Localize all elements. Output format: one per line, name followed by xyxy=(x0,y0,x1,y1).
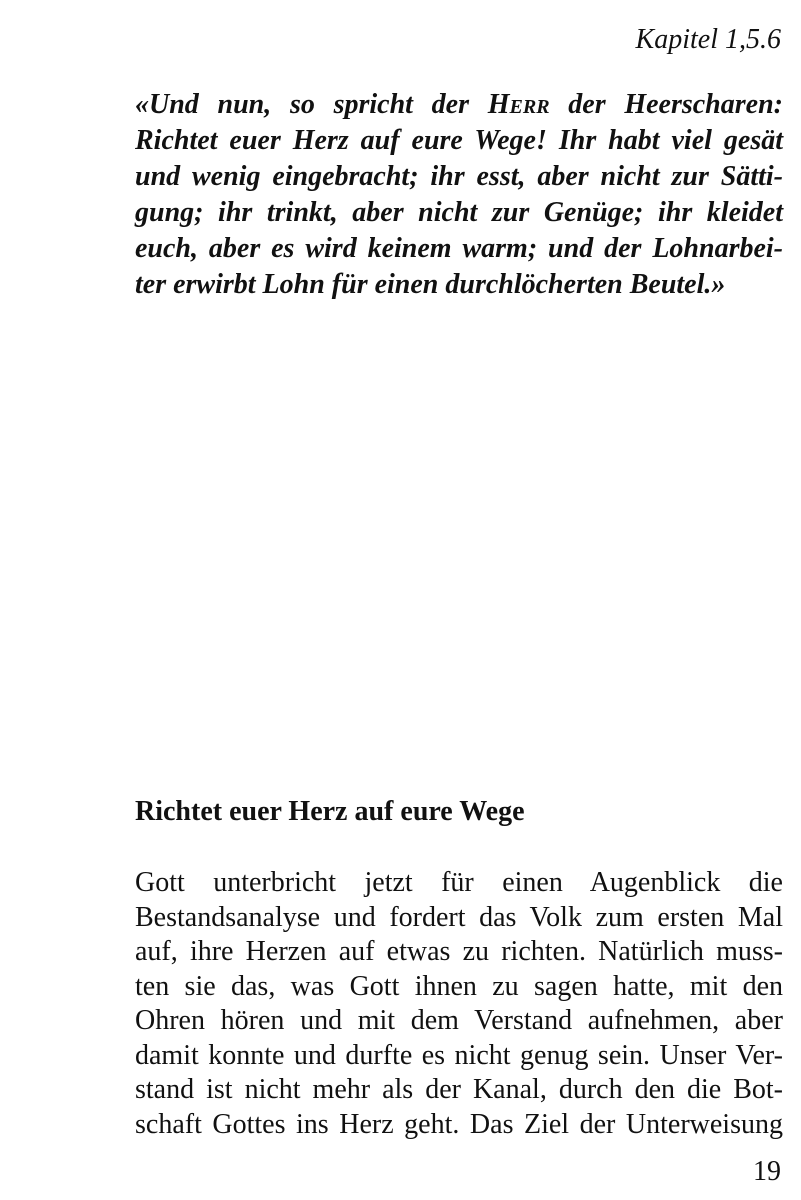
body-line: ten sie das, was Gott ihnen zu sagen hatte, mit den xyxy=(135,970,783,1002)
quote-line: ter erwirbt Lohn für einen durchlöcherten Beutel.» xyxy=(135,269,726,300)
body-paragraph xyxy=(135,866,783,1142)
section-heading: Richtet euer Herz auf eure Wege xyxy=(135,796,525,827)
divine-name: Herr xyxy=(487,89,550,120)
body-line: Gott unterbricht jetzt für einen Augenblick die xyxy=(135,867,783,898)
body-line: Bestandsanalyse und fordert das Volk zum ersten Mal xyxy=(135,901,783,933)
quote-line: und wenig eingebracht; ihr esst, aber nicht zur Sätti- xyxy=(135,161,783,192)
quote-text: der Heerscharen: xyxy=(549,89,783,120)
body-line: damit konnte und durfte es nicht genug sein. Unser Ver- xyxy=(135,1039,783,1071)
body-line: stand ist nicht mehr als der Kanal, durch den die Bot- xyxy=(135,1074,783,1105)
body-line: schaft Gottes ins Herz geht. Das Ziel der Unterweisung xyxy=(135,1108,783,1140)
quote-line xyxy=(135,87,783,123)
running-header: Kapitel 1,5.6 xyxy=(635,24,781,55)
body-line: Ohren hören und mit dem Verstand aufnehmen, aber xyxy=(135,1005,783,1036)
quote-line: Richtet euer Herz auf eure Wege! Ihr habt viel gesät xyxy=(135,125,783,156)
quote-line: euch, aber es wird keinem warm; und der Lohnarbei- xyxy=(135,233,783,264)
body-line: auf, ihre Herzen auf etwas zu richten. Natürlich muss- xyxy=(135,936,783,967)
quote-text: «Und nun, so spricht der xyxy=(135,89,488,120)
quote-line: gung; ihr trinkt, aber nicht zur Genüge; ihr kleidet xyxy=(135,197,783,228)
page-number: 19 xyxy=(753,1156,781,1187)
scripture-quote xyxy=(135,87,783,303)
